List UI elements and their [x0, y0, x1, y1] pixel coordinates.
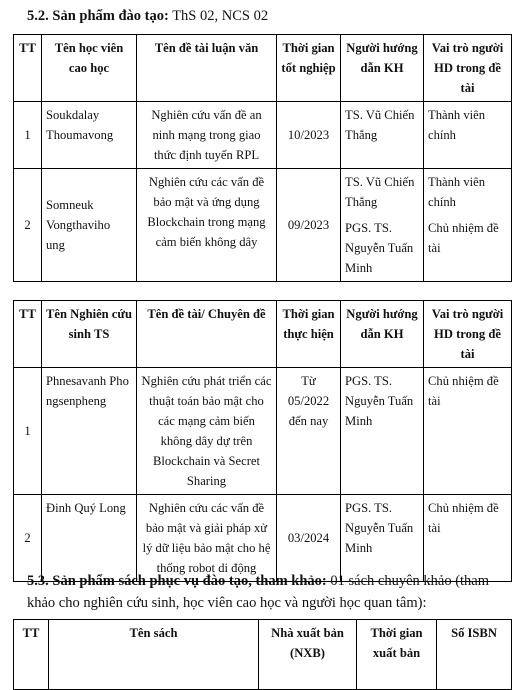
row-advisor-role: Thành viên chính [424, 102, 512, 169]
header-publisher: Nhà xuất bản (NXB) [259, 620, 357, 690]
header-tt: TT [14, 35, 42, 102]
books-table [13, 619, 512, 690]
header-advisor-role: Vai trò người HD trong đề tài [424, 301, 512, 368]
section-label: Sản phẩm đào tạo: [52, 8, 169, 24]
table-row [14, 102, 512, 169]
header-book-title: Tên sách [49, 620, 259, 690]
row-advisor: TS. Vũ Chiến Thắng [341, 102, 424, 169]
row-tt: 2 [14, 169, 42, 282]
table-header-row [14, 301, 512, 368]
header-advisor-role: Vai trò người HD trong đề tài [424, 35, 512, 102]
row-phd-name: Phnesavanh Phongsenpheng [42, 368, 137, 495]
table-row [14, 368, 512, 495]
table-row [14, 495, 512, 582]
section-label: Sản phẩm sách phục vụ đào tạo, tham khảo: [52, 573, 327, 589]
row-advisor: TS. Vũ Chiến Thắng [345, 175, 415, 209]
row-tt: 1 [14, 102, 42, 169]
header-phd-name: Tên Nghiên cứu sinh TS [42, 301, 137, 368]
header-thesis-topic: Tên đề tài luận văn [137, 35, 277, 102]
masters-table [13, 34, 512, 282]
header-advisor: Người hướng dẫn KH [341, 301, 424, 368]
row-thesis-topic: Nghiên cứu vấn đề an ninh mạng trong giao thức định tuyến RPL [137, 102, 277, 169]
header-topic: Tên đề tài/ Chuyên đề [137, 301, 277, 368]
table-header-row [14, 620, 512, 690]
row-advisor: PGS. TS. Nguyễn Tuấn Minh [341, 368, 424, 495]
row-advisor-role: Thành viên chính [428, 175, 486, 209]
header-duration: Thời gian thực hiện [277, 301, 341, 368]
header-advisor: Người hướng dẫn KH [341, 35, 424, 102]
row-graduation-time: 10/2023 [277, 102, 341, 169]
row-advisor-role-secondary: Chủ nhiệm đề tài [428, 221, 499, 255]
row-advisor-cell [341, 169, 424, 282]
row-topic: Nghiên cứu phát triển các thuật toán bảo mật cho các mạng cảm biến không dây dự trên Blockchain và Secret Sharing [137, 368, 277, 495]
row-topic: Nghiên cứu các vấn đề bảo mật và giải pháp xử lý dữ liệu bảo mật cho hệ thống robot di động [137, 495, 277, 582]
row-thesis-topic: Nghiên cứu các vấn đề bảo mật và ứng dụng Blockchain trong mạng cảm biến không dây [137, 169, 277, 282]
row-tt: 2 [14, 495, 42, 582]
row-tt: 1 [14, 368, 42, 495]
phd-table [13, 300, 512, 582]
section-5-3-heading [27, 570, 497, 614]
row-graduation-time: 09/2023 [277, 169, 341, 282]
header-tt: TT [14, 620, 49, 690]
row-phd-name: Đinh Quý Long [42, 495, 137, 582]
row-student-name: Soukdalay Thoumavong [42, 102, 137, 169]
header-graduation-time: Thời gian tốt nghiệp [277, 35, 341, 102]
row-duration: 03/2024 [277, 495, 341, 582]
section-number: 5.3. [27, 573, 49, 589]
section-number: 5.2. [27, 8, 49, 24]
section-5-2-heading [27, 6, 268, 26]
row-duration: Từ 05/2022 đến nay [277, 368, 341, 495]
header-tt: TT [14, 301, 42, 368]
table-header-row [14, 35, 512, 102]
row-advisor-secondary: PGS. TS. Nguyễn Tuấn Minh [345, 221, 414, 275]
header-student-name: Tên học viên cao học [42, 35, 137, 102]
section-value: ThS 02, NCS 02 [172, 8, 269, 24]
row-advisor-role: Chủ nhiệm đề tài [424, 495, 512, 582]
row-student-name: Somneuk Vongthaviho ung [42, 169, 137, 282]
header-isbn: Số ISBN [437, 620, 512, 690]
section-value: 01 sách chuyên khảo (tham khảo cho nghiên cứu sinh, học viên cao học và người học quan tâm): [27, 573, 490, 611]
row-advisor: PGS. TS. Nguyễn Tuấn Minh [341, 495, 424, 582]
header-publish-time: Thời gian xuất bản [357, 620, 437, 690]
table-row [14, 169, 512, 282]
row-advisor-role: Chủ nhiệm đề tài [424, 368, 512, 495]
row-advisor-role-cell [424, 169, 512, 282]
